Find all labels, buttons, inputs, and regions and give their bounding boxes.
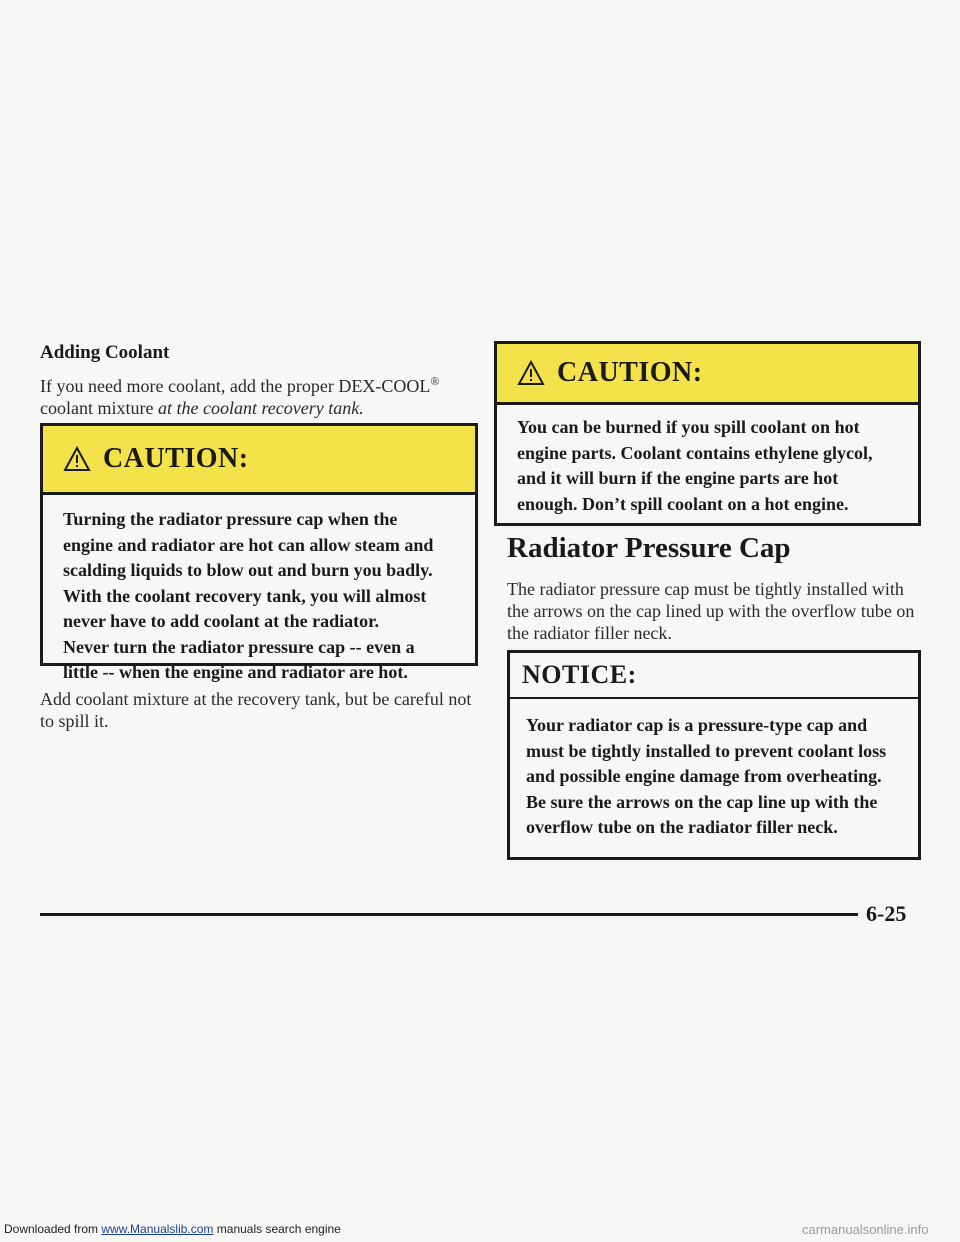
page-number: 6-25: [866, 901, 907, 926]
caution-line: little -- when the engine and radiator are hot.: [63, 662, 408, 682]
page-rule: [40, 913, 858, 916]
warning-triangle-icon: [517, 360, 545, 386]
intro-italic: at the coolant recovery tank.: [157, 398, 364, 418]
notice-line: Be sure the arrows on the cap line up with the: [526, 791, 878, 812]
caution-line: With the coolant recovery tank, you will almost: [63, 585, 427, 606]
notice-line: overflow tube on the radiator filler neck.: [526, 817, 838, 837]
caution-line: Turning the radiator pressure cap when the: [63, 509, 398, 529]
after-caution-text: Add coolant mixture at the recovery tank, but be careful not to spill it.: [40, 689, 472, 731]
caution-line: scalding liquids to blow out and burn you badly.: [63, 560, 433, 580]
caution-line: and it will burn if the engine parts are hot: [517, 468, 839, 488]
caution-box-burn: [494, 341, 921, 526]
registered-mark: ®: [430, 374, 440, 388]
notice-box: [507, 650, 921, 860]
caution-header: [497, 344, 918, 405]
caution-line: Never turn the radiator pressure cap -- even a: [63, 636, 415, 657]
caution-box-pressure-cap: [40, 423, 478, 682]
section-heading-adding-coolant: Adding Coolant: [40, 342, 170, 363]
caution-header: [43, 426, 475, 495]
caution-label: CAUTION:: [557, 357, 703, 388]
caution-line: You can be burned if you spill coolant on hot: [517, 417, 860, 437]
radiator-cap-text: The radiator pressure cap must be tightly installed with the arrows on the cap lined up with the overflow tube on the radiator filler neck.: [507, 579, 915, 643]
caution-line: engine and radiator are hot can allow steam and: [63, 534, 434, 555]
caution-body: [43, 495, 475, 686]
notice-line: must be tightly installed to prevent coolant loss: [526, 740, 887, 761]
caution-line: engine parts. Coolant contains ethylene glycol,: [517, 442, 873, 463]
warning-triangle-icon: [63, 446, 91, 472]
caution-label: CAUTION:: [103, 443, 249, 474]
notice-label: NOTICE:: [522, 660, 637, 689]
watermark: carmanualsonline.info: [802, 1222, 929, 1237]
download-footer: Downloaded from www.Manualslib.com manuals search engine: [4, 1222, 341, 1236]
caution-body: [497, 405, 918, 517]
adding-coolant-intro: If you need more coolant, add the proper DEX-COOL® coolant mixture at the coolant recovery tank.: [40, 374, 440, 418]
caution-line: never have to add coolant at the radiator.: [63, 611, 379, 631]
notice-body: [510, 697, 918, 841]
manualslib-link[interactable]: www.Manualslib.com: [101, 1222, 214, 1236]
caution-line: enough. Don’t spill coolant on a hot engine.: [517, 493, 849, 514]
notice-line: and possible engine damage from overheating.: [526, 766, 882, 786]
notice-header: [510, 653, 918, 697]
notice-line: Your radiator cap is a pressure-type cap and: [526, 715, 868, 735]
section-title-radiator-cap: Radiator Pressure Cap: [507, 532, 791, 564]
notice-divider: [510, 697, 918, 699]
